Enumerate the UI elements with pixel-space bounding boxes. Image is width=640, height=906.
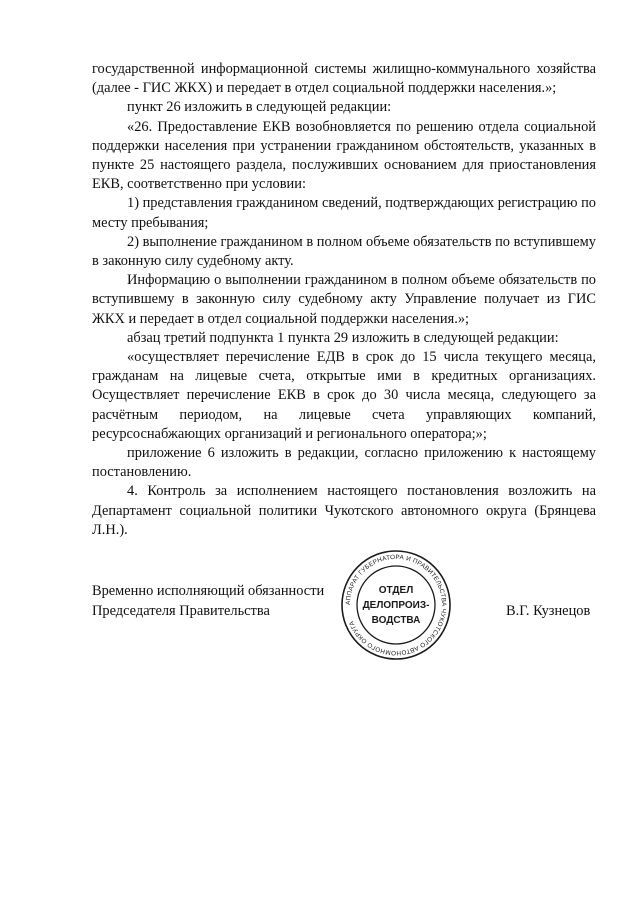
paragraph: «26. Предоставление ЕКВ возобновляется по решению отдела социальной поддержки населения при устранении гражданином обстоятельств, указанных в пункте 25 настоящего раздела, послуживших основанием для приостановления ЕКВ, соответственно при условии: xyxy=(92,118,596,193)
signatory-position-line: Председателя Правительства xyxy=(92,602,270,619)
paragraph: приложение 6 изложить в редакции, согласно приложению к настоящему постановлению. xyxy=(92,445,596,481)
signatory-name: В.Г. Кузнецов xyxy=(506,603,591,619)
paragraph: государственной информационной системы жилищно-коммунального хозяйства (далее - ГИС ЖКХ) и передает в отдел социальной поддержки населения.»; xyxy=(92,61,596,97)
official-stamp xyxy=(340,549,452,661)
stamp-center-line: ОТДЕЛ xyxy=(378,585,414,596)
document-body xyxy=(92,60,596,540)
stamp-center-line: ДЕЛОПРОИЗ- xyxy=(362,600,430,611)
paragraph: 4. Контроль за исполнением настоящего постановления возложить на Департамент социальной политики Чукотского автономного округа (Брянцева Л.Н.). xyxy=(92,483,596,538)
paragraph: 1) представления гражданином сведений, подтверждающих регистрацию по месту пребывания; xyxy=(92,195,596,231)
stamp-ring-text: АППАРАТ ГУБЕРНАТОРА И ПРАВИТЕЛЬСТВА ЧУКОТСКОГО АВТОНОМНОГО ОКРУГА xyxy=(344,553,448,657)
paragraph: пункт 26 изложить в следующей редакции: xyxy=(127,99,392,116)
stamp-center-line: ВОДСТВА xyxy=(371,615,421,626)
paragraph: абзац третий подпункта 1 пункта 29 изложить в следующей редакции: xyxy=(127,329,559,346)
signatory-position xyxy=(92,582,324,621)
paragraph: Информацию о выполнении гражданином в полном объеме обязательств по вступившему в законную силу судебному акту Управление получает из ГИС ЖКХ и передает в отдел социальной поддержки населения.»; xyxy=(92,272,596,327)
paragraph: «осуществляет перечисление ЕДВ в срок до 15 числа текущего месяца, гражданам на лицевые счета, открытые ими в кредитных организациях. Осуществляет перечисление ЕКВ в срок до 30 числа месяца, следующего за расчётным периодом, на лицевые счета управляющих компаний, ресурсоснабжающих организаций и регионального оператора;»; xyxy=(92,349,596,442)
paragraph: 2) выполнение гражданином в полном объеме обязательств по вступившему в законную силу судебному акту. xyxy=(92,233,596,270)
signatory-position-line: Временно исполняющий обязанности xyxy=(92,583,325,599)
